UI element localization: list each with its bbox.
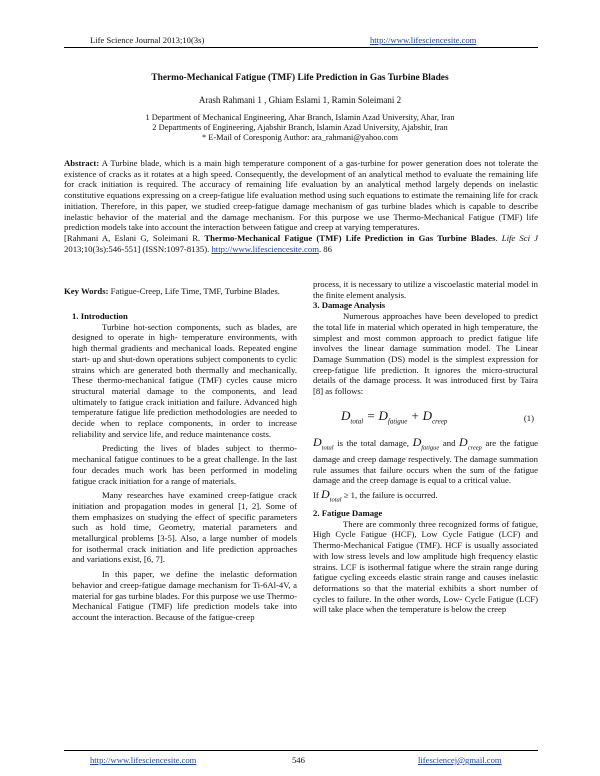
paragraph: Many researches have examined creep-fatigue crack initiation and propagation modes in general [1, 2]. Some of them emphasizes on studying the effect of specific parameters such as hold time, Geometry, material parameters and metallurgical problems [3-5]. Also, a large number of models for isothermal crack initiation and life prediction approaches and variations exist, [6, 7].: [72, 490, 297, 565]
paragraph: Numerous approaches have been developed to predict the total life in material which operated in high temperature, the simplest and most common approach to predict fatigue life involves the linear damage summation model. The Linear Damage Summation (DS) model is the simplest expression for creep-fatigue life prediction. It ignores the micro-structural details of the damage process. It was introduced first by Taira [8] as follows:: [313, 311, 538, 397]
equation-number: (1): [523, 412, 534, 423]
citation-authors: [Rahmani A, Eslani G, Soleimani R.: [64, 232, 201, 243]
equation-1: [313, 405, 538, 435]
right-column: [313, 279, 538, 615]
citation-number: . 86: [318, 243, 332, 254]
paragraph: In this paper, we define the inelastic deformation behavior and creep-fatigue damage mechanism for Ti-6Al-4V, a material for gas turbine blades. For this purpose we use Thermo-Mechanical Fatigue (TMF) life prediction models take into account the interaction. Because of the fatigue-creep: [72, 569, 297, 622]
author-list: Arash Rahmani 1 , Ghiam Eslami 1, Ramin Soleimani 2: [198, 95, 402, 105]
section-heading-damage-analysis: 3. Damage Analysis: [313, 300, 386, 311]
footer-url-link[interactable]: http://www.lifesciencesite.com: [90, 755, 197, 765]
footer-rule: [64, 750, 538, 751]
equation-body: $D_{total} = D_{fatigue} + D_{creep}$: [341, 407, 448, 426]
paragraph: Turbine hot-section components, such as blades, are designed to operate in high- temperature environments, with high thermal gradients and mechanical loads. Repeated engine start- up and shut-down operations subject components to cyclic strains which are generated both thermally and mechanically. These thermo-mechanical fatigue (TMF) cycles cause micro structural material damage to the components, and lead ultimately to fatigue crack initiation and failure. Advanced high temperature fatigue life prediction methodologies are needed to decide when to replace components, in order to increase reliability and service life, and reduce maintenance costs.: [72, 321, 297, 439]
page-number: 546: [292, 755, 305, 765]
header-url-link[interactable]: http://www.lifesciencesite.com: [370, 35, 477, 45]
section-heading-introduction: 1. Introduction: [72, 311, 128, 321]
journal-header: Life Science Journal 2013;10(3s): [90, 35, 205, 45]
symbol-d-total: $D_{total}$: [320, 486, 342, 504]
footer-email-link[interactable]: lifesciencej@gmail.com: [418, 755, 502, 765]
paragraph: Predicting the lives of blades subject to thermo-mechanical fatigue continues to be a great challenge. In the last four decades much work has been performed in modeling fatigue crack initiation for a range of materials.: [72, 443, 297, 486]
citation-url-link[interactable]: http://www.lifesciencesite.com: [211, 243, 319, 254]
symbol-definition: $D_{total}$ is the total damage, $D_{fatigue}$ and $D_{creep}$ are the fatigue damage and creep damage respectively. The damage summation rule assumes that failure occurs when the sum of the fatigue damage and the creep damage is equal to a critical value.: [313, 434, 539, 486]
citation-journal: Life Sci J: [501, 232, 539, 243]
abstract: Abstract: A Turbine blade, which is a main high temperature component of a gas-turbine for power generation does not tolerate the existence of cracks as it rotates at a high speed. Consequently, the development of an analytical method to evaluate the remaining life for crack initiation is required. The accuracy of remaining life evaluation by an analytical method largely depends on inelastic constitutive equations expressing on a creep-fatigue life evaluation method using such equations to estimate the remaining life for crack initiation. Therefore, in this paper, we studied creep-fatigue damage mechanism of gas turbine blades which is capable to describe inelastic behavior of the material and the damage mechanism. For this purpose we use Thermo-Mechanical Fatigue (TMF) life prediction models take into account the interaction between fatigue and creep at varying temperatures. [Rahmani A, Eslani G, Soleimani R. Thermo-Mechanical Fatigue (TMF) Life Prediction in Gas Turbine Blades. Life Sci J 2013;10(3s):546-551] (ISSN:1097-8135). http://www.lifesciencesite.com. 86: [64, 158, 539, 254]
author-email: * E-Mail of Coresponig Author: ara_rahmani@yahoo.com: [201, 133, 399, 142]
keywords-label: Key Words:: [64, 286, 109, 296]
left-column: [72, 311, 297, 623]
symbol-d-total: $D_{total}$: [313, 434, 334, 452]
header-rule: [64, 47, 538, 48]
paragraph: There are commonly three recognized forms of fatigue, High Cycle Fatigue (HCF), Low Cycle Fatigue (LCF) and Thermo-Mechanical Fatigue (TMF). HCF is usually associated with low stress levels and low amplitude high frequency elastic strains. LCF is isothermal fatigue where the strain range during fatigue cycling exceeds elastic strain range and causes inelastic deformations so that the material exhibits a short number of cycles to failure. In the other words, Low- Cycle Fatigue (LCF) will take place when the temperature is below the creep: [313, 518, 538, 615]
failure-condition: If $D_{total} \ge 1$, the failure is occurred.: [313, 486, 438, 504]
article-title: Thermo-Mechanical Fatigue (TMF) Life Prediction in Gas Turbine Blades: [151, 73, 449, 83]
affiliation-1: 1 Department of Mechanical Engineering, Ahar Branch, Islamin Azad University, Ahar, Iran: [145, 113, 455, 122]
abstract-text: A Turbine blade, which is a main high temperature component of a gas-turbine for power generation does not tolerate the existence of cracks as it rotates at a high speed. Consequently, the development of an analytical method to evaluate the remaining life for crack initiation is required. The accuracy of remaining life evaluation by an analytical method largely depends on inelastic constitutive equations expressing on a creep-fatigue life evaluation method using such equations to estimate the remaining life for crack initiation. Therefore, in this paper, we studied creep-fatigue damage mechanism of gas turbine blades which is capable to describe inelastic behavior of the material and the damage mechanism. For this purpose we use Thermo-Mechanical Fatigue (TMF) life prediction models take into account the interaction between fatigue and creep at varying temperatures.: [64, 158, 538, 233]
citation-title: Thermo-Mechanical Fatigue (TMF) Life Prediction in Gas Turbine Blades: [204, 232, 496, 243]
paragraph: process, it is necessary to utilize a viscoelastic material model in the finite element analysis.: [313, 279, 538, 300]
keywords-text: Fatigue-Creep, Life Time, TMF, Turbine Blades.: [110, 286, 280, 296]
section-heading-fatigue-damage: 2. Fatigue Damage: [313, 508, 383, 519]
symbol-d-fatigue: $D_{fatigue}$: [412, 434, 440, 452]
citation-details: 2013;10(3s):546-551] (ISSN:1097-8135).: [64, 243, 210, 254]
affiliation-2: 2 Departments of Engineering, Ajabshir Branch, Islamin Azad University, Ajabshir, Iran: [152, 123, 448, 132]
abstract-label: Abstract:: [64, 158, 100, 168]
symbol-d-creep: $D_{creep}$: [459, 434, 482, 452]
